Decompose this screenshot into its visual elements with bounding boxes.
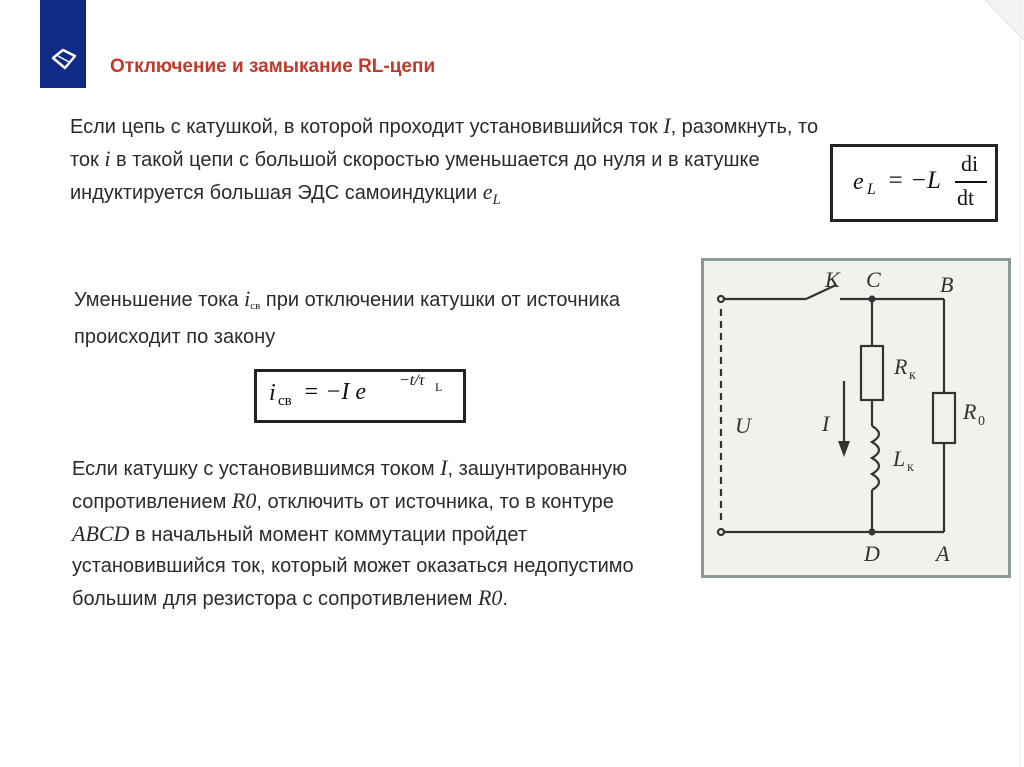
label-a: A: [936, 541, 950, 566]
variable-current-sv: i: [244, 286, 251, 311]
node-c: [869, 296, 876, 303]
fraction-bar: [955, 181, 987, 183]
paragraph-text: Уменьшение тока: [74, 289, 245, 311]
formula-equals: = −L: [887, 167, 941, 194]
formula-denominator: dt: [957, 185, 975, 210]
formula-exponent-sub: L: [435, 380, 443, 394]
paragraph-text: Если цепь с катушкой, в которой проходит установившийся ток: [70, 116, 664, 138]
paragraph-shunt: [72, 452, 672, 615]
label-r0-sub: 0: [978, 414, 985, 429]
paragraph-text: Если катушку с установившимся током: [72, 458, 441, 480]
paragraph-text: , разомкнуть, то ток: [70, 116, 819, 171]
variable-r0: R0: [231, 488, 257, 513]
label-lk: L: [893, 446, 906, 471]
paragraph-text: в начальный момент коммутации пройдет установившийся ток, который может оказаться недопустимо большим для резистора с сопротивлением: [72, 524, 634, 610]
paragraph-text: , зашунтированную сопротивлением: [72, 458, 628, 513]
formula-lhs-sub: L: [867, 181, 876, 198]
label-u: U: [735, 413, 751, 438]
book-icon: [49, 44, 79, 74]
label-c: C: [866, 267, 881, 292]
formula-self-induction: [830, 144, 998, 222]
slide-title: Отключение и замыкание RL-цепи: [110, 56, 436, 77]
label-rk-sub: к: [909, 368, 916, 383]
label-b: B: [940, 272, 954, 297]
formula-lhs-sub: св: [278, 393, 292, 409]
node-d: [869, 529, 876, 536]
formula-lhs: i: [269, 380, 276, 406]
paragraph-disconnect: [70, 110, 830, 216]
paragraph-text: при отключении катушки от источника происходит по закону: [74, 289, 621, 348]
paragraph-text: .: [502, 588, 508, 610]
label-d: D: [864, 541, 880, 566]
circuit-diagram: [701, 258, 1011, 578]
paragraph-text: , отключить от источника, то в контуре: [256, 491, 614, 513]
label-rk: R: [894, 354, 908, 379]
variable-current: I: [663, 113, 671, 138]
label-r0: R: [963, 399, 977, 424]
variable-current-sv-sub: св: [250, 300, 261, 312]
paragraph-text: в такой цепи с большой скоростью уменьшается до нуля и в катушке индуктируется большая ЭДС самоиндукции: [70, 149, 760, 204]
variable-contour: ABCD: [72, 521, 130, 546]
variable-emf: e: [482, 179, 493, 204]
variable-current: I: [440, 455, 448, 480]
formula-equals: = −I e: [303, 379, 367, 405]
variable-r0: R0: [477, 585, 503, 610]
circuit-schematic: [704, 261, 1008, 575]
formula-decay: [254, 369, 466, 423]
formula-numerator: di: [961, 151, 979, 176]
variable-emf-sub: L: [492, 192, 501, 208]
formula-exponent: −t/τ: [399, 372, 425, 389]
label-lk-sub: к: [907, 460, 914, 475]
variable-current-i: i: [104, 146, 111, 171]
formula-lhs: e: [853, 169, 864, 195]
paragraph-decrease: [74, 283, 674, 353]
label-k: K: [825, 267, 840, 292]
label-i: I: [822, 411, 830, 436]
